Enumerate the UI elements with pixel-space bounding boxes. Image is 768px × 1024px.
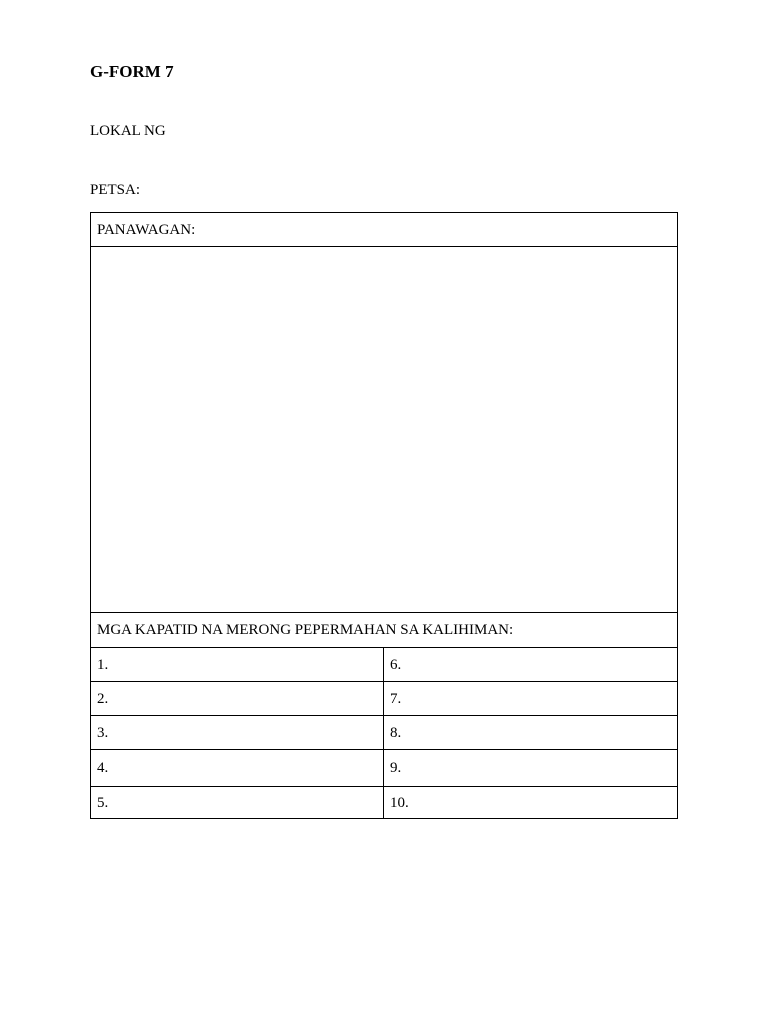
signatory-cell-5: 5. — [91, 787, 384, 819]
form-table — [90, 212, 678, 819]
signatory-cell-4: 4. — [91, 750, 384, 787]
signatory-cell-6: 6. — [384, 648, 678, 682]
table-row — [91, 750, 678, 787]
lokal-field — [90, 121, 166, 141]
panawagan-body — [91, 247, 678, 613]
table-row — [91, 682, 678, 716]
signatory-cell-9: 9. — [384, 750, 678, 787]
table-row — [91, 787, 678, 819]
table-row — [91, 716, 678, 750]
signatory-cell-3: 3. — [91, 716, 384, 750]
signatory-cell-1: 1. — [91, 648, 384, 682]
panawagan-body-row — [91, 247, 678, 613]
petsa-label: PETSA: — [90, 182, 141, 198]
signatories-header: MGA KAPATID NA MERONG PEPERMAHAN SA KALIHIMAN: — [91, 613, 678, 648]
signatory-cell-8: 8. — [384, 716, 678, 750]
signatory-cell-2: 2. — [91, 682, 384, 716]
signatories-header-row — [91, 613, 678, 648]
table-row — [91, 648, 678, 682]
panawagan-header-row — [91, 213, 678, 247]
petsa-field — [90, 180, 140, 200]
panawagan-label: PANAWAGAN: — [91, 213, 678, 247]
signatory-cell-10: 10. — [384, 787, 678, 819]
form-title: G-FORM 7 — [90, 62, 174, 81]
signatory-cell-7: 7. — [384, 682, 678, 716]
lokal-label: LOKAL NG — [90, 123, 166, 139]
